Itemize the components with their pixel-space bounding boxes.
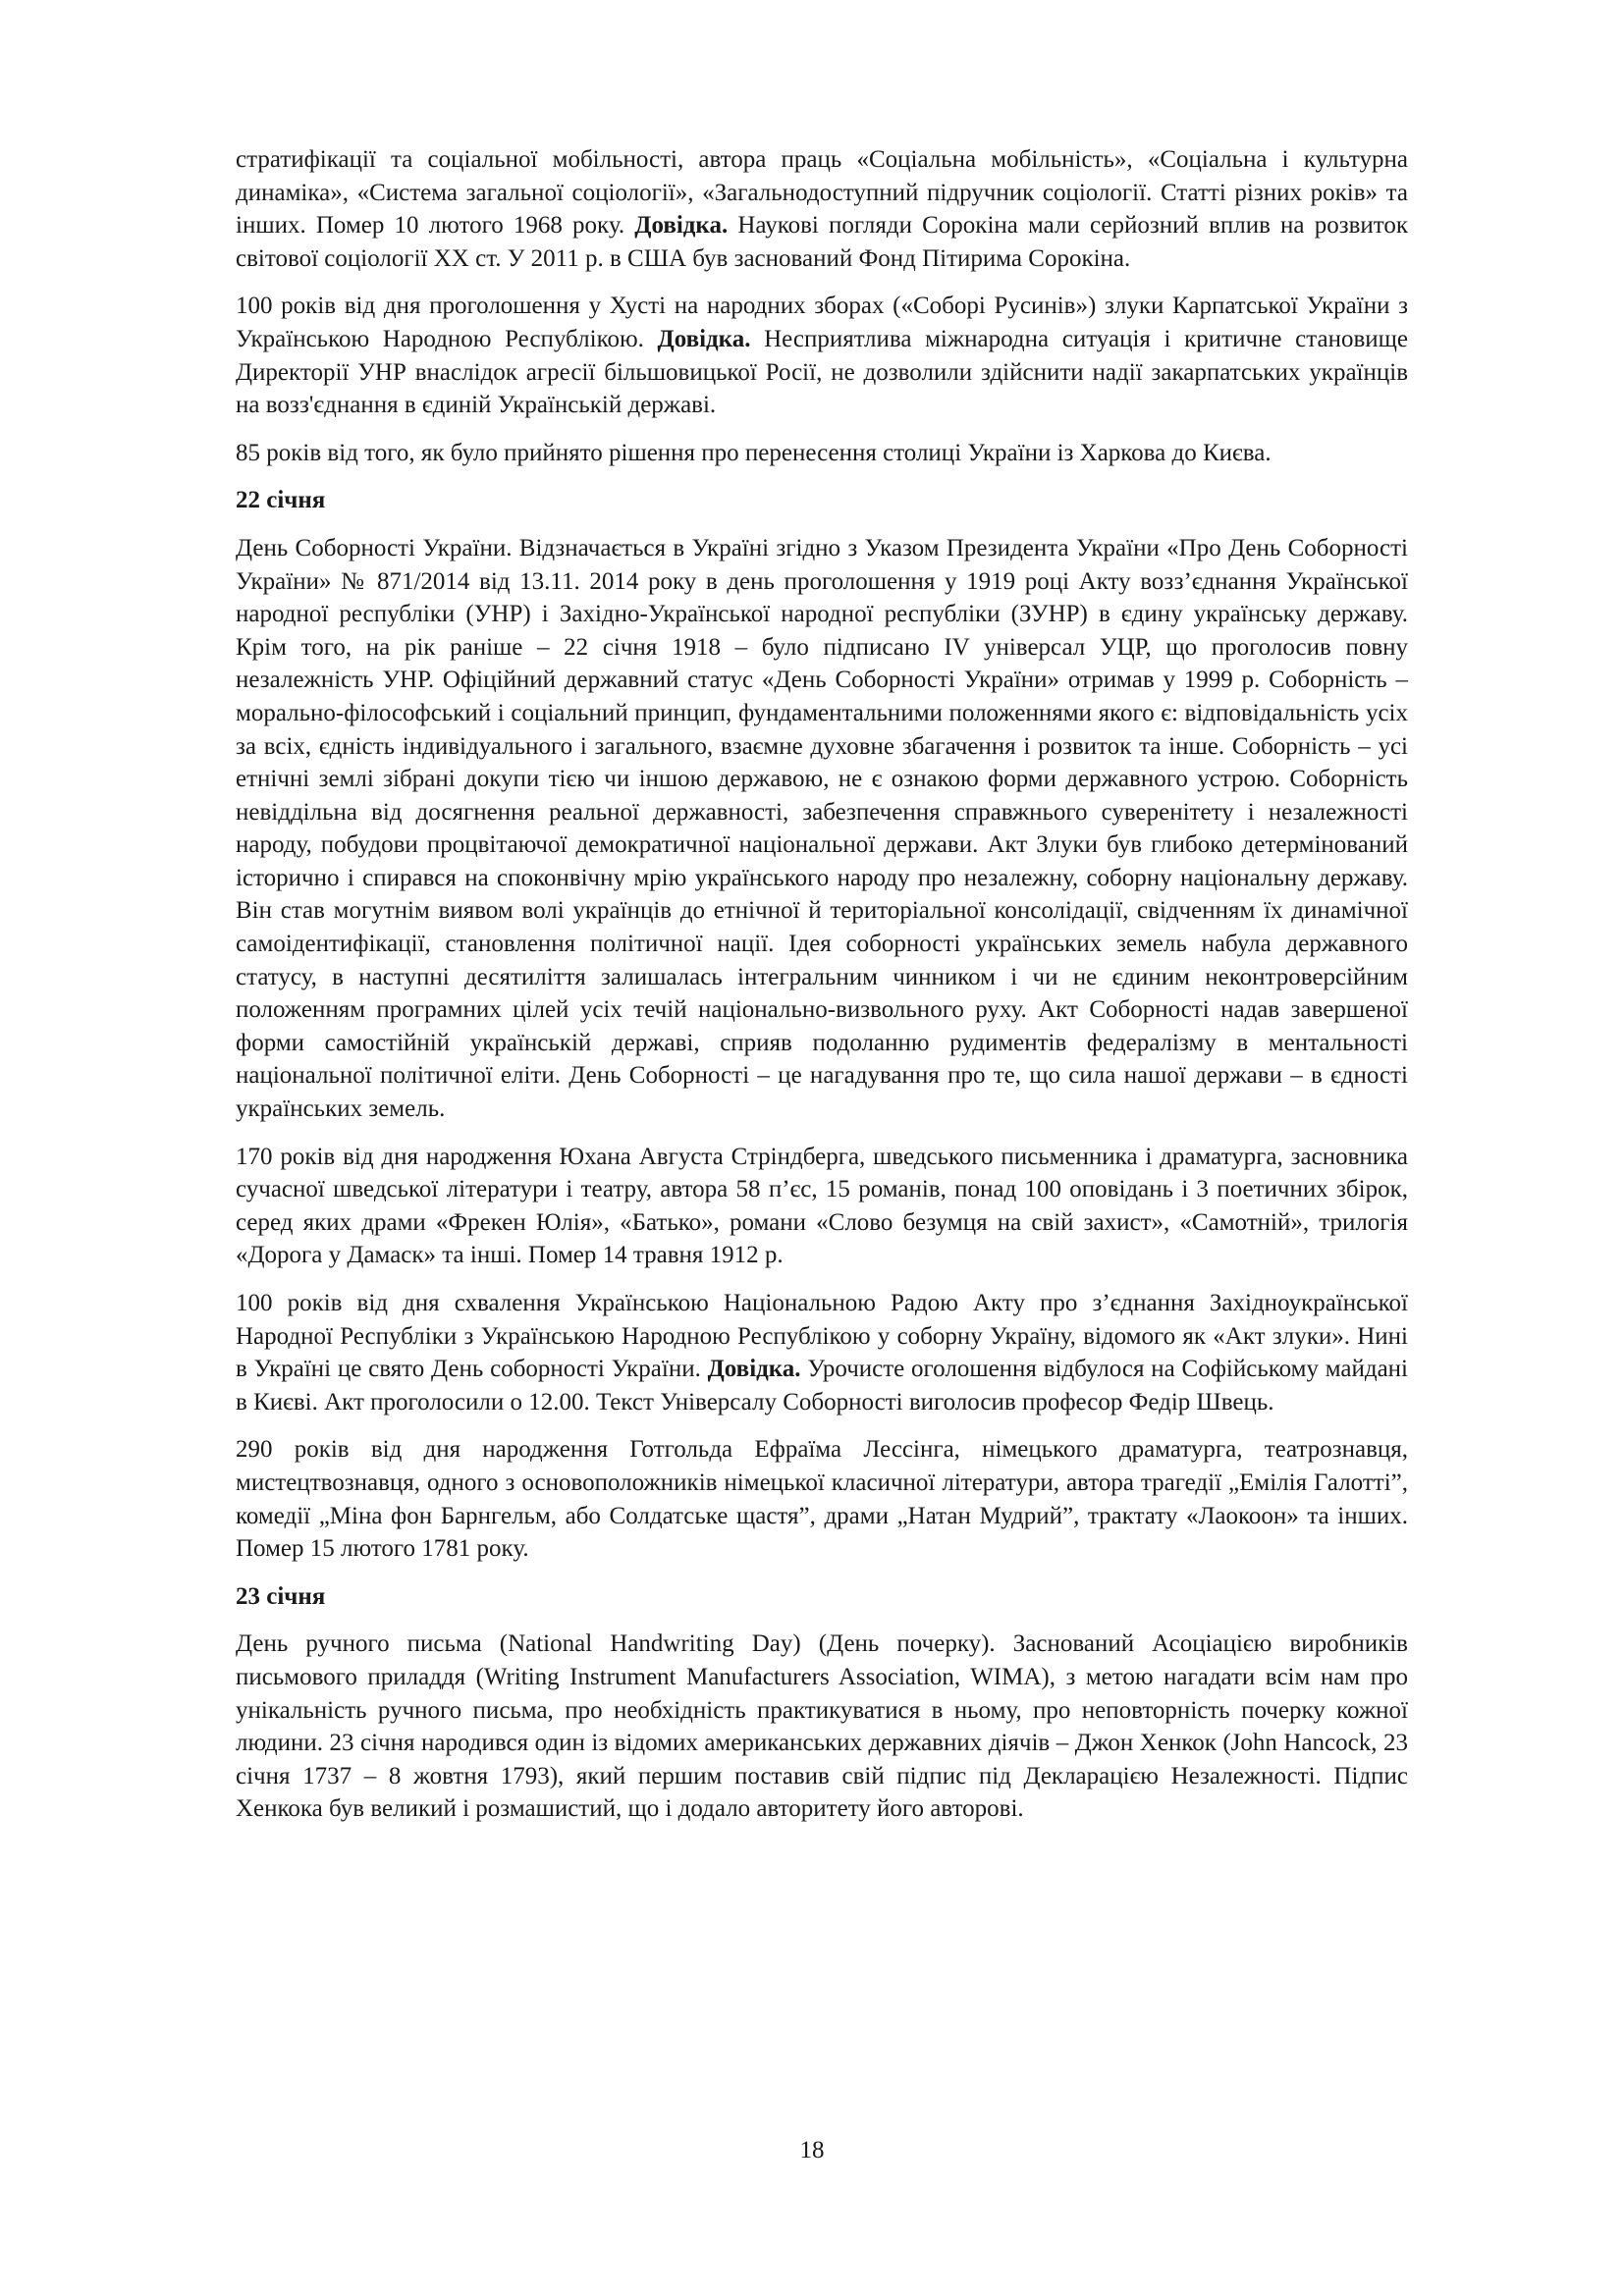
paragraph-text: 100 років від дня проголошення у Хусті на народних зборах («Соборі Русинів») злуки Карпатської України з Українською Народною Республікою. bbox=[236, 293, 1408, 352]
page-number: 18 bbox=[799, 2137, 825, 2163]
note-label: Довідка. bbox=[657, 325, 751, 352]
note-label: Довідка. bbox=[707, 1356, 801, 1383]
date-heading: 22 січня bbox=[236, 487, 326, 514]
paragraph bbox=[236, 1141, 1408, 1272]
paragraph bbox=[236, 1433, 1408, 1565]
paragraph-text: стратифікації та соціальної мобільності, автора праць «Соціальна мобільність», «Соціальна і культурна динаміка», «Система загальної соціології», «Загальнодоступний підручник соціології. Статті різних років» та інших. Помер 10 лютого 1968 року. bbox=[236, 146, 1408, 240]
paragraph bbox=[236, 143, 1408, 275]
paragraph-text: 170 років від дня народження Юхана Августа Стріндберга, шведського письменника і драматурга, засновника сучасної шведської літератури і театру, автора 58 п’єс, 15 романів, понад 100 оповідань і 3 поетичних збірок, серед яких драми «Фрекен Юлія», «Батько», романи «Слово безумця на свій захист», «Самотній», трилогія «Дорога у Дамаск» та інші. Помер 14 травня 1912 р. bbox=[236, 1143, 1408, 1269]
paragraph-text: Наукові погляди Сорокіна мали серйозний вплив на розвиток світової соціології ХХ ст. У 2011 р. в США був заснований Фонд Пітирима Сорокіна. bbox=[236, 212, 1408, 272]
paragraph-text: Несприятлива міжнародна ситуація і критичне становище Директорії УНР внаслідок агресії більшовицької Росії, не дозволили здійснити надії закарпатських українців на возз'єднання в єдиній Українській державі. bbox=[236, 325, 1408, 419]
note-label: Довідка. bbox=[634, 212, 729, 240]
paragraph bbox=[236, 1628, 1408, 1826]
paragraph bbox=[236, 1287, 1408, 1418]
paragraph-text: 290 років від дня народження Готгольда Ефраїма Лессінга, німецького драматурга, театрознавця, мистецтвознавця, одного з основоположників німецької класичної літератури, автора трагедії „Емілія Галотті”, комедії „Міна фон Барнгельм, або Солдатське щастя”, драми „Натан Мудрий”, трактату «Лаокоон» та інших. Помер 15 лютого 1781 року. bbox=[236, 1436, 1408, 1563]
paragraph-text: Урочисте оголошення відбулося на Софійському майдані в Києві. Акт проголосили о 12.00. Текст Універсалу Соборності виголосив професор Федір Швець. bbox=[236, 1356, 1409, 1415]
paragraph bbox=[236, 532, 1408, 1126]
page-body bbox=[236, 143, 1408, 1841]
paragraph bbox=[236, 437, 1408, 470]
paragraph-text: 100 років від дня схвалення Українською Національною Радою Акту про з’єднання Західноукраїнської Народної Республіки з Українською Народною Республікою у соборну Україну, відомого як «Акт злуки». Нині в Україні це свято День соборності України. bbox=[236, 1290, 1408, 1383]
date-heading: 23 січня bbox=[236, 1582, 326, 1610]
paragraph bbox=[236, 290, 1408, 421]
paragraph-text: День Соборності України. Відзначається в Україні згідно з Указом Президента України «Про День Соборності України» № 871/2014 від 13.11. 2014 року в день проголошення у 1919 році Акту возз’єднання Української народної республіки (УНР) і Західно-Української народної республіки (ЗУНР) в єдину українську державу. Крім того, на рік раніше – 22 січня 1918 – було підписано IV універсал УЦР, що проголосив повну незалежність УНР. Офіційний державний статус «День Соборності України» отримав у 1999 р. Соборність – морально-філософський і соціальний принцип, фундаментальними положеннями якого є: відповідальність усіх за всіх, єдність індивідуального і загального, взаємне духовне збагачення і розвиток та інше. Соборність – усі етнічні землі зібрані докупи тією чи іншою державою, не є ознакою форми державного устрою. Соборність невіддільна від досягнення реальної державності, забезпечення справжнього суверенітету і незалежності народу, побудови процвітаючої демократичної національної держави. Акт Злуки був глибоко детермінований історично і спирався на споконвічну мрію українського народу про незалежну, соборну національну державу. Він став могутнім виявом волі українців до етнічної й територіальної консолідації, свідченням їх динамічної самоідентифікації, становлення політичної нації. Ідея соборності українських земель набула державного статусу, в наступні десятиліття залишалась інтегральним чинником і чи не єдиним неконтроверсійним положенням програмних цілей усіх течій національно-визвольного руху. Акт Соборності надав завершеної форми самостійній українській державі, сприяв подоланню рудиментів федералізму в ментальності національної політичної еліти. День Соборності – це нагадування про те, що сила нашої держави – в єдності українських земель. bbox=[236, 534, 1408, 1123]
paragraph-text: 85 років від того, як було прийнято рішення про перенесення столиці України із Харкова до Києва. bbox=[236, 439, 1272, 466]
paragraph-text: День ручного письма (National Handwriting Day) (День почерку). Заснований Асоціацією виробників письмового приладдя (Writing Instrument Manufacturers Association, WIMA), з метою нагадати всім нам про унікальність ручного письма, про необхідність практикуватися в ньому, про неповторність почерку кожної людини. 23 січня народився один із відомих американських державних діячів – Джон Хенкок (John Hancock, 23 січня 1737 – 8 жовтня 1793), який першим поставив свій підпис під Декларацією Незалежності. Підпис Хенкока був великий і розмашистий, що і додало авторитету його авторові. bbox=[236, 1630, 1408, 1823]
